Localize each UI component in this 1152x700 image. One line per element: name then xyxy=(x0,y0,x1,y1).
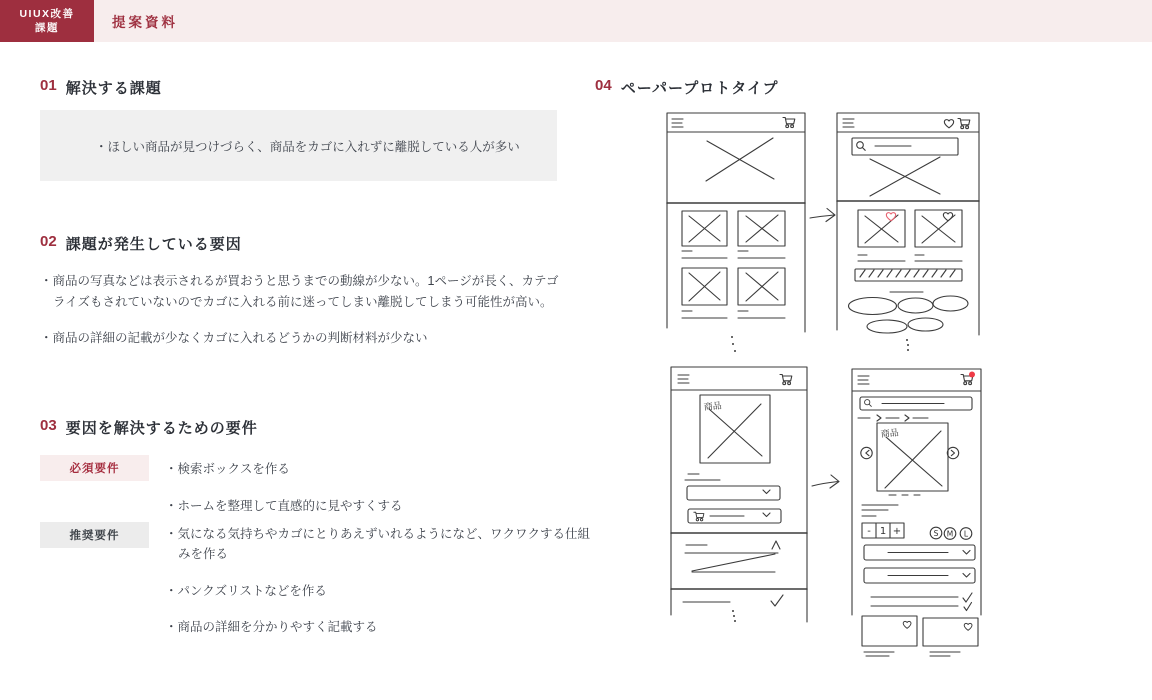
hero-image-placeholder xyxy=(870,157,940,196)
section-title: 課題が発生している要因 xyxy=(65,236,242,253)
cart-icon xyxy=(958,119,970,129)
hamburger-menu-icon xyxy=(672,119,683,127)
quantity-stepper xyxy=(862,523,904,538)
check-row xyxy=(871,593,972,602)
checkmark-icon xyxy=(963,593,972,602)
chevron-down-icon xyxy=(963,551,970,555)
section-01-heading xyxy=(40,77,162,98)
section-02-heading xyxy=(40,233,242,254)
recommended-badge: 推奨要件 xyxy=(40,522,149,548)
requirement-item: ・パンクズリストなどを作る xyxy=(165,584,327,598)
cause-bullet-2: ・商品の詳細の記載が少なくカゴに入れるどうかの判断材料が少ない xyxy=(40,331,428,345)
problem-text: ・ほしい商品が見つけづらく、商品をカゴに入れずに離脱している人が多い xyxy=(95,139,520,154)
dropdown-select xyxy=(864,568,975,583)
requirement-item: ・商品の詳細を分かりやすく記載する xyxy=(165,620,378,634)
title-bar xyxy=(0,0,1152,42)
search-icon xyxy=(857,142,866,151)
dropdown-select xyxy=(687,486,780,500)
section-title: 要因を解決するための要件 xyxy=(65,420,258,437)
check-row xyxy=(871,603,972,611)
image-carousel xyxy=(861,423,959,495)
product-card xyxy=(858,210,905,261)
transition-arrow-icon xyxy=(808,461,848,505)
stepper-minus: - xyxy=(867,526,871,537)
logo-line1: UIUX改善 xyxy=(19,8,75,20)
project-logo xyxy=(0,0,94,42)
ellipsis-dots xyxy=(732,610,736,622)
product-image-placeholder xyxy=(700,395,770,463)
cart-icon xyxy=(783,118,795,128)
product-card xyxy=(915,210,962,261)
favorite-heart-icon xyxy=(903,621,911,628)
section-title: ペーパープロトタイプ xyxy=(620,80,779,97)
review-accordion xyxy=(685,541,780,572)
cause-bullet-1: ・商品の写真などは表示されるが買おうと思うまでの動線が少ない。1ページが長く、カテゴライズもされていないのでカゴに入れる前に迷ってしまい離脱してしまう可能性が高い。 xyxy=(40,274,559,309)
product-label: 商品 xyxy=(880,428,900,440)
section-number: 04 xyxy=(595,77,612,94)
carousel-next-icon xyxy=(947,447,958,458)
product-label: 商品 xyxy=(703,401,723,413)
cart-icon xyxy=(780,375,792,385)
ellipsis-dots xyxy=(906,339,909,351)
search-icon xyxy=(865,400,872,407)
chevron-down-icon xyxy=(963,574,970,578)
product-card xyxy=(682,268,727,318)
section-number: 01 xyxy=(40,77,57,94)
hero-image-placeholder xyxy=(706,138,774,181)
phone-frame xyxy=(667,113,805,332)
size-l: L xyxy=(963,529,969,539)
search-bar xyxy=(860,397,972,410)
document-title: 提案資料 xyxy=(112,15,178,30)
hamburger-menu-icon xyxy=(858,376,869,384)
product-card xyxy=(738,211,785,258)
wireframe-product-before xyxy=(668,365,810,627)
checkmark-icon xyxy=(964,603,972,611)
hamburger-menu-icon xyxy=(843,119,854,127)
chevron-up-icon xyxy=(772,541,780,549)
requirement-item: ・検索ボックスを作る xyxy=(165,462,290,476)
product-card xyxy=(682,211,727,258)
title-lines xyxy=(685,474,720,480)
hamburger-menu-icon xyxy=(678,375,689,383)
required-badge: 必須要件 xyxy=(40,455,149,481)
stepper-plus: + xyxy=(892,526,902,537)
ellipsis-dots xyxy=(731,336,736,352)
problem-highlight-box xyxy=(40,110,557,181)
favorite-heart-icon xyxy=(886,213,895,221)
section-04-heading xyxy=(595,77,778,98)
chevron-down-icon xyxy=(763,513,770,517)
wishlist-heart-icon xyxy=(944,120,953,128)
requirement-item: ・気になる気持ちやカゴにとりあえずいれるようになど、ワクワクする仕組みを作る xyxy=(165,527,591,561)
carousel-prev-icon xyxy=(861,447,872,458)
related-product-card xyxy=(862,616,917,656)
section-number: 02 xyxy=(40,233,57,250)
title-lines xyxy=(862,505,898,516)
chevron-down-icon xyxy=(763,490,770,494)
related-product-card xyxy=(923,618,978,656)
tag-chips xyxy=(849,296,969,333)
product-card xyxy=(738,268,785,318)
logo-line2: 課題 xyxy=(35,22,59,34)
cart-icon xyxy=(694,512,704,521)
size-options xyxy=(930,527,972,539)
dropdown-select-cart xyxy=(688,509,781,523)
dropdown-select xyxy=(864,545,975,560)
search-bar xyxy=(852,138,958,155)
check-row xyxy=(683,595,783,606)
favorite-heart-icon xyxy=(943,213,952,221)
requirement-item: ・ホームを整理して直感的に見やすくする xyxy=(165,499,403,513)
section-number: 03 xyxy=(40,417,57,434)
size-m: M xyxy=(946,529,954,539)
breadcrumb xyxy=(858,415,928,421)
section-03-heading xyxy=(40,417,258,438)
wireframe-product-after xyxy=(846,365,988,661)
stepper-value: 1 xyxy=(879,526,887,537)
checkmark-icon xyxy=(771,595,783,606)
section-title: 解決する課題 xyxy=(65,80,162,97)
banner-button xyxy=(855,269,962,281)
wireframe-home-after xyxy=(833,111,983,357)
wireframe-home-before xyxy=(662,111,808,361)
phone-frame xyxy=(671,367,807,622)
size-s: S xyxy=(933,529,939,538)
notification-badge xyxy=(969,372,975,378)
favorite-heart-icon xyxy=(964,623,972,630)
